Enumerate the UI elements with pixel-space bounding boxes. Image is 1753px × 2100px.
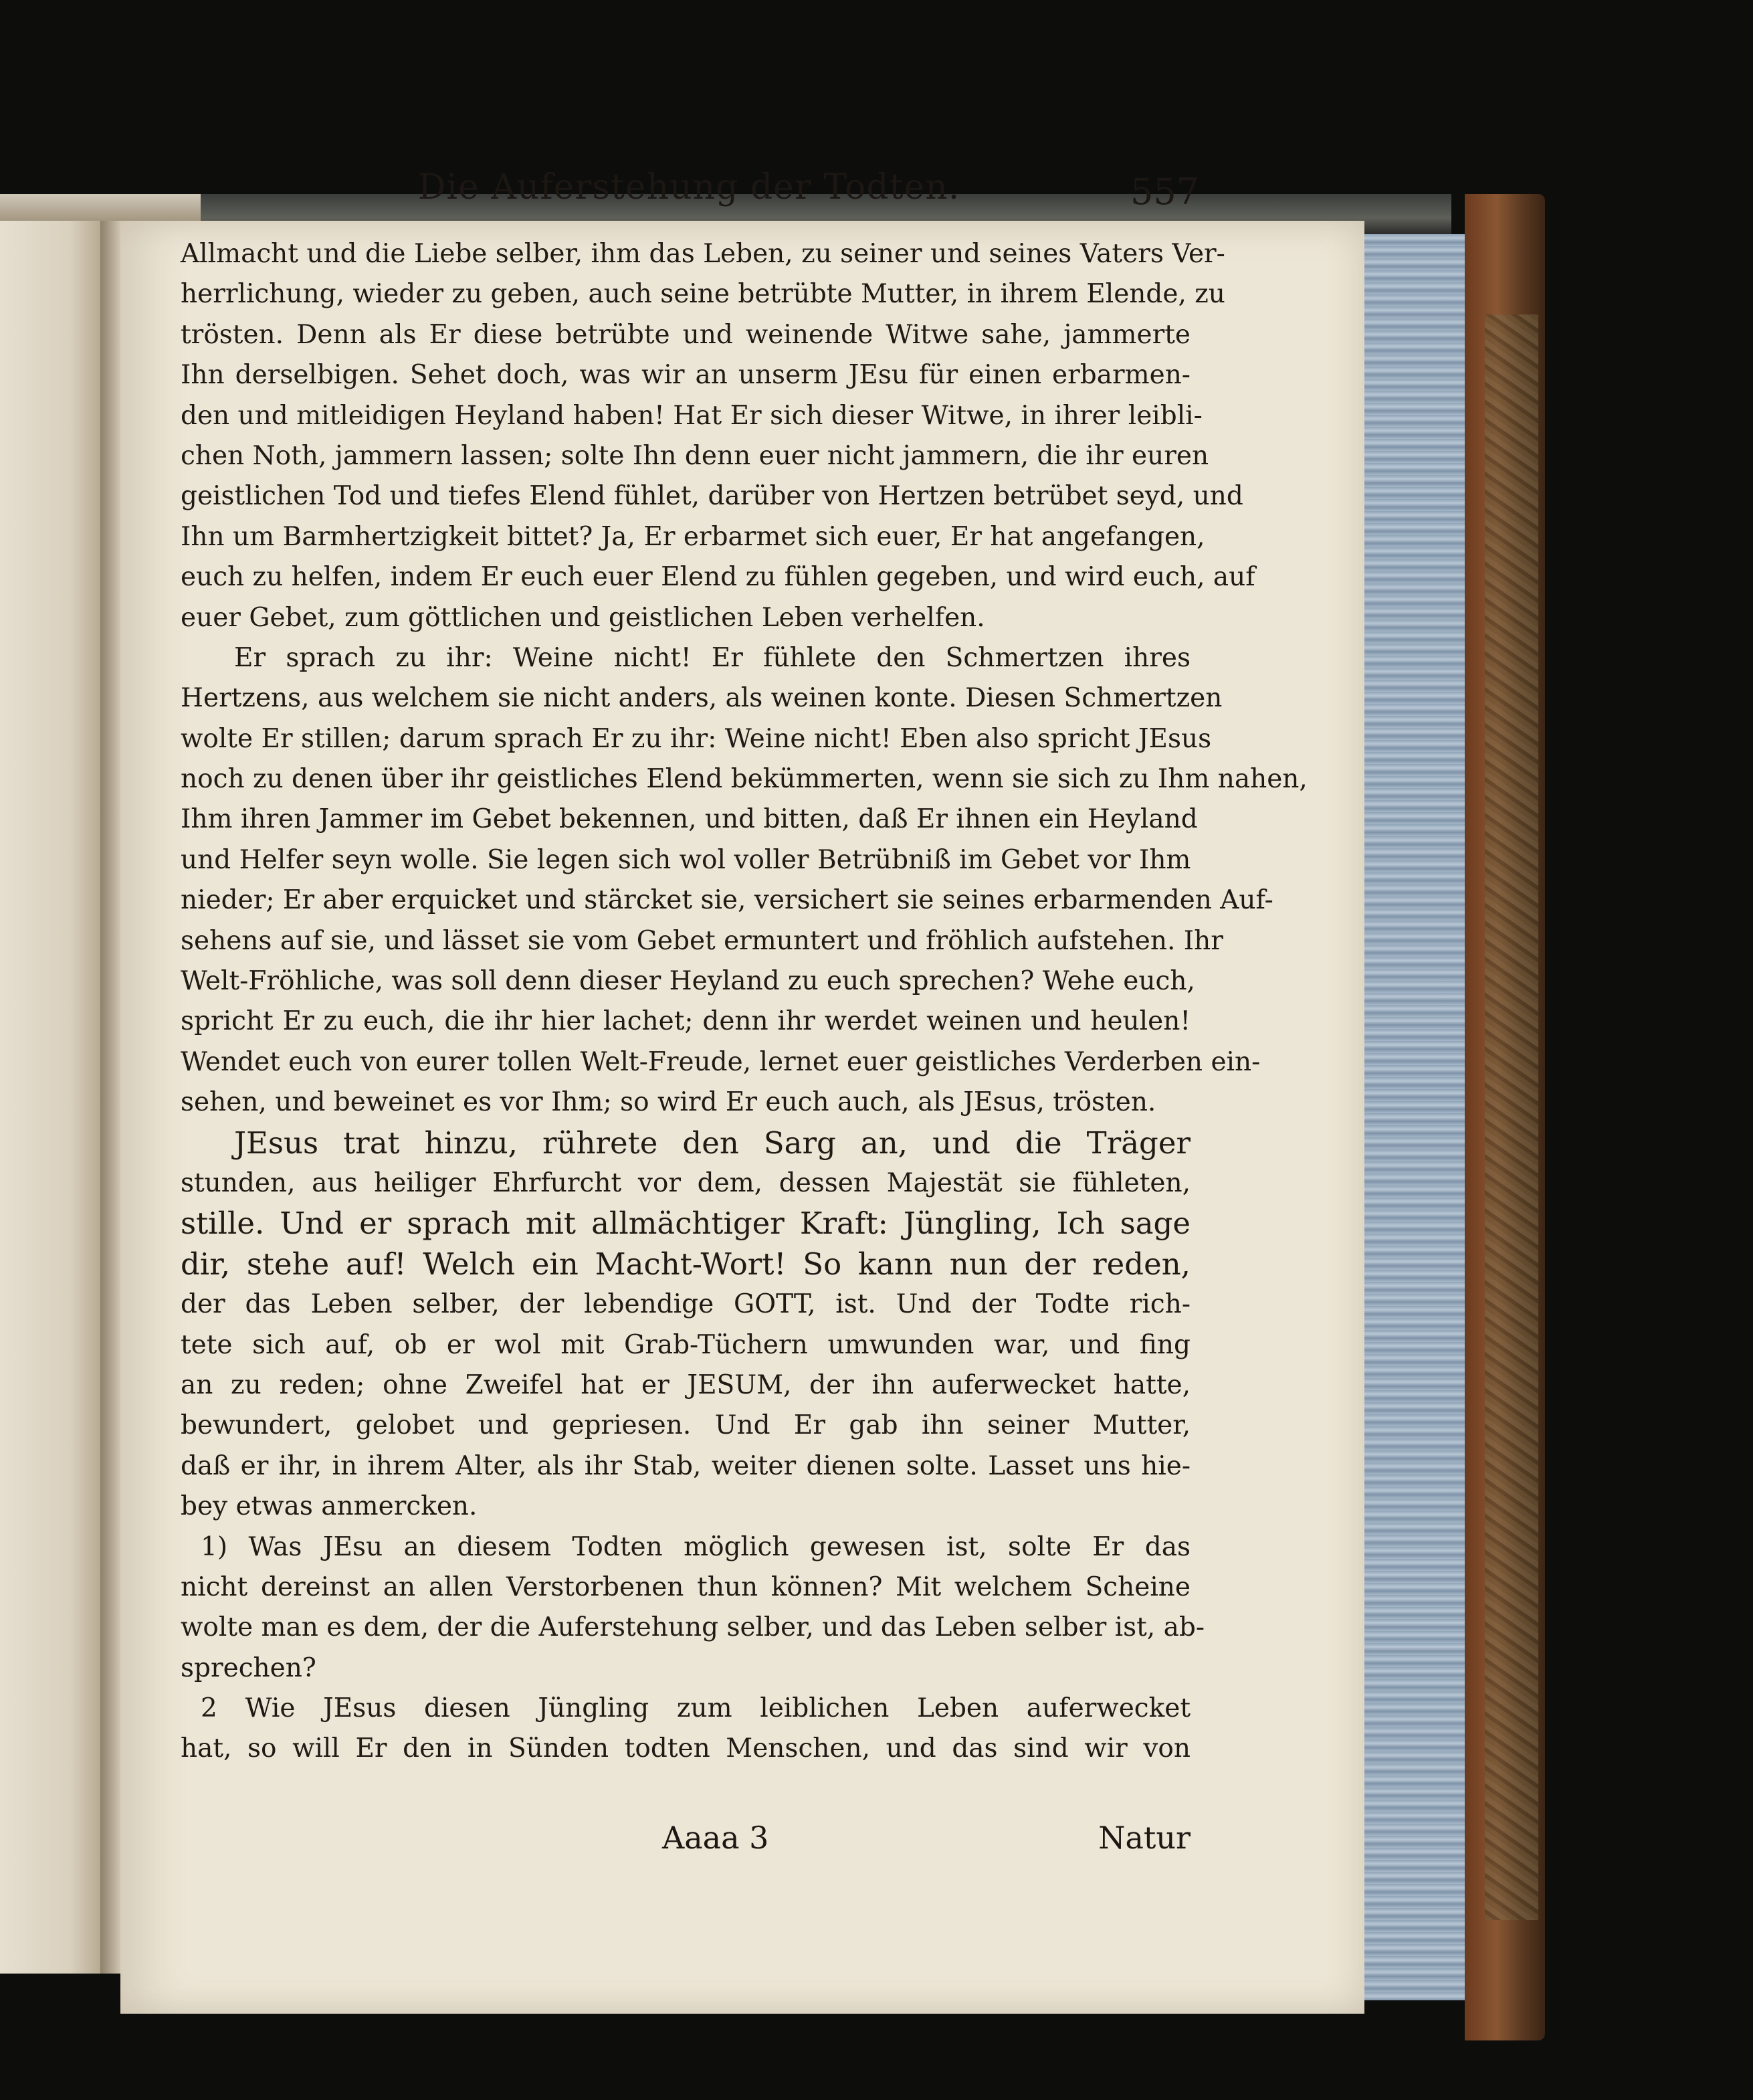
text-line: Welt-Fröhliche, was soll denn dieser Heyland zu euch sprechen? Wehe euch, — [181, 966, 1195, 997]
text-line: sehens auf sie, und lässet sie vom Gebet ermuntert und fröhlich aufstehen. Ihr — [181, 925, 1223, 956]
text-line: Er sprach zu ihr: Weine nicht! Er fühlete den Schmertzen ihres — [234, 642, 1191, 673]
text-line: bey etwas anmercken. — [181, 1491, 478, 1522]
text-line: der das Leben selber, der lebendige GOTT, ist. Und der Todte rich- — [181, 1289, 1191, 1320]
text-line: daß er ihr, in ihrem Alter, als ihr Stab, weiter dienen solte. Lasset uns hie- — [181, 1450, 1191, 1481]
text-line: nicht dereinst an allen Verstorbenen thun können? Mit welchem Scheine — [181, 1571, 1191, 1602]
page-footer — [181, 1820, 1191, 1867]
text-line: hat, so will Er den in Sünden todten Menschen, und das sind wir von — [181, 1733, 1191, 1764]
text-line: Ihm ihren Jammer im Gebet bekennen, und bitten, daß Er ihnen ein Heyland — [181, 804, 1198, 835]
text-line: bewundert, gelobet und gepriesen. Und Er gab ihn seiner Mutter, — [181, 1410, 1191, 1441]
text-line: 2 Wie JEsus diesen Jüngling zum leiblichen Leben auferwecket — [201, 1693, 1191, 1724]
text-line: wolte Er stillen; darum sprach Er zu ihr: Weine nicht! Eben also spricht JEsus — [181, 723, 1212, 754]
text-line: herrlichung, wieder zu geben, auch seine betrübte Mutter, in ihrem Elende, zu — [181, 279, 1225, 310]
text-line: tete sich auf, ob er wol mit Grab-Tüchern umwunden war, und fing — [181, 1329, 1191, 1360]
text-line: wolte man es dem, der die Auferstehung selber, und das Leben selber ist, ab- — [181, 1612, 1205, 1643]
text-line: trösten. Denn als Er diese betrübte und weinende Witwe sahe, jammerte — [181, 319, 1191, 350]
text-line: und Helfer seyn wolle. Sie legen sich wol voller Betrübniß im Gebet vor Ihm — [181, 844, 1191, 875]
running-head: Die Auferstehung der Todten. — [417, 167, 960, 207]
text-line: spricht Er zu euch, die ihr hier lachet; denn ihr werdet weinen und heulen! — [181, 1006, 1191, 1037]
text-line: stunden, aus heiliger Ehrfurcht vor dem, dessen Majestät sie fühleten, — [181, 1167, 1191, 1198]
text-line: chen Noth, jammern lassen; solte Ihn denn euer nicht jammern, die ihr euren — [181, 440, 1209, 471]
text-line: Allmacht und die Liebe selber, ihm das Leben, zu seiner und seines Vaters Ver- — [181, 239, 1225, 269]
text-line: Ihn um Barmhertzigkeit bittet? Ja, Er erbarmet sich euer, Er hat angefangen, — [181, 521, 1205, 552]
catchword: Natur — [1098, 1820, 1191, 1856]
page-number: 557 — [1130, 171, 1200, 213]
text-line: dir, stehe auf! Welch ein Macht-Wort! So kann nun der reden, — [181, 1246, 1191, 1282]
text-line: noch zu denen über ihr geistliches Elend bekümmerten, wenn sie sich zu Ihm nahen, — [181, 764, 1308, 795]
text-line: sprechen? — [181, 1652, 316, 1683]
text-line: den und mitleidigen Heyland haben! Hat Er sich dieser Witwe, in ihrer leibli- — [181, 400, 1203, 431]
text-line: Ihn derselbigen. Sehet doch, was wir an unserm JEsu für einen erbarmen- — [181, 360, 1191, 391]
signature-mark: Aaaa 3 — [662, 1820, 769, 1856]
text-line: 1) Was JEsu an diesem Todten möglich gewesen ist, solte Er das — [201, 1531, 1191, 1562]
text-line: Hertzens, aus welchem sie nicht anders, als weinen konte. Diesen Schmertzen — [181, 683, 1223, 714]
text-line: euer Gebet, zum göttlichen und geistlichen Leben verhelfen. — [181, 602, 985, 633]
text-line: nieder; Er aber erquicket und stärcket sie, versichert sie seines erbarmenden Auf- — [181, 885, 1273, 916]
gutter — [100, 221, 120, 1974]
text-line: stille. Und er sprach mit allmächtiger Kraft: Jüngling, Ich sage — [181, 1206, 1191, 1242]
text-line: JEsus trat hinzu, rührete den Sarg an, und die Träger — [234, 1125, 1191, 1161]
text-line: geistlichen Tod und tiefes Elend fühlet, darüber von Hertzen betrübet seyd, und — [181, 481, 1243, 512]
text-line: sehen, und beweinet es vor Ihm; so wird Er euch auch, als JEsus, trösten. — [181, 1087, 1156, 1118]
text-line: euch zu helfen, indem Er euch euer Elend zu fühlen gegeben, und wird euch, auf — [181, 562, 1255, 593]
text-line: an zu reden; ohne Zweifel hat er JESUM, der ihn auferwecket hatte, — [181, 1369, 1191, 1400]
body-text — [181, 234, 1308, 1770]
cover-marbling — [1485, 314, 1538, 1920]
left-page-edge — [0, 221, 100, 1974]
text-line: Wendet euch von eurer tollen Welt-Freude, lernet euer geistliches Verderben ein- — [181, 1046, 1261, 1077]
